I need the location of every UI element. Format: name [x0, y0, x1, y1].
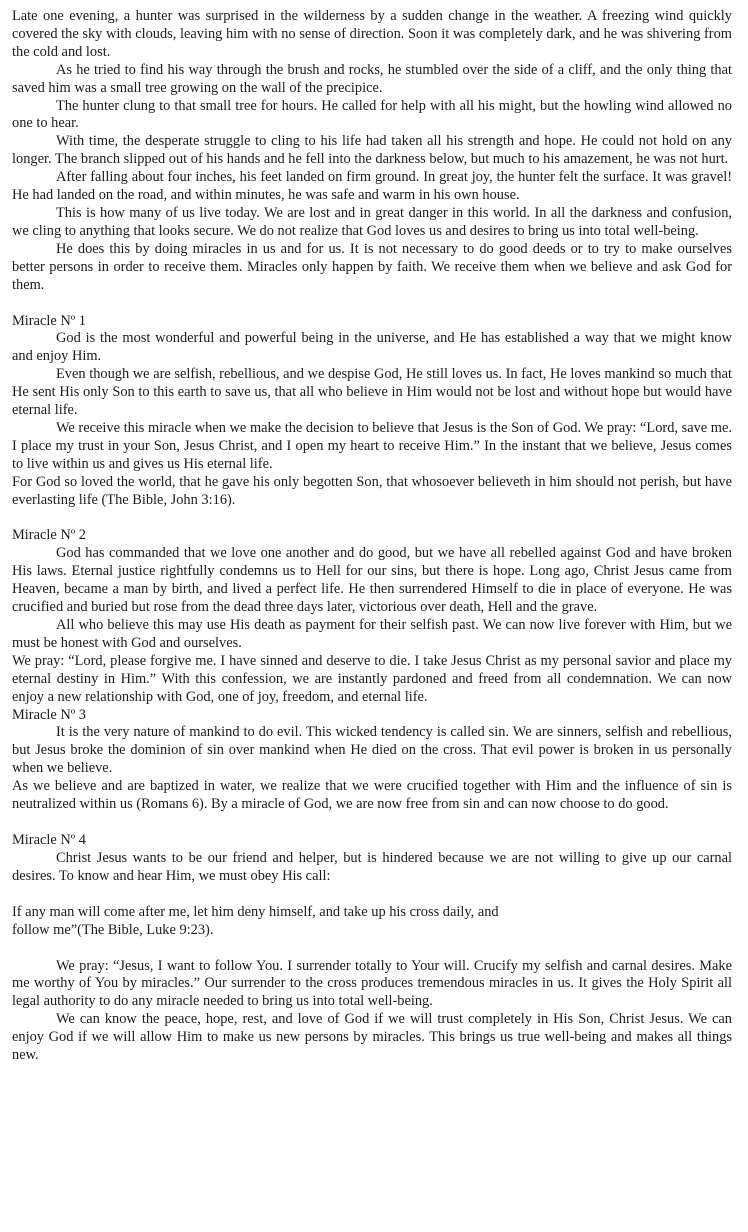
- intro-paragraph-4: With time, the desperate struggle to cling to his life had taken all his strength and hope. He could not hold on any longer. The branch slipped out of his hands and he fell into the darkness below, but much to his amazement, he was not hurt.: [12, 133, 732, 168]
- intro-paragraph-7: He does this by doing miracles in us and for us. It is not necessary to do good deeds or to try to make ourselves better persons in order to receive them. Miracles only happen by faith. We receive them when we believe and ask God for them.: [12, 240, 732, 293]
- quote-spacer: [12, 940, 732, 958]
- miracle-3-heading: Miracle Nº 3: [12, 706, 86, 723]
- miracle-1-heading: Miracle Nº 1: [12, 312, 86, 329]
- miracle-4-heading: Miracle Nº 4: [12, 831, 86, 848]
- miracle-1-paragraph-1: God is the most wonderful and powerful being in the universe, and He has established a way that we might know and enjoy Him.: [12, 330, 732, 365]
- miracle-3-paragraph-2: As we believe and are baptized in water, we realize that we were crucified together with Him and the influence of sin is neutralized within us (Romans 6). By a miracle of God, we are now free from sin and can now choose to do good.: [12, 778, 732, 813]
- section-spacer: [12, 295, 732, 313]
- intro-paragraph-3: The hunter clung to that small tree for hours. He called for help with all his might, but the howling wind allowed no one to hear.: [12, 97, 732, 132]
- miracle-3-paragraph-1: It is the very nature of mankind to do evil. This wicked tendency is called sin. We are sinners, selfish and rebellious, but Jesus broke the dominion of sin over mankind when He died on the cross. That evil power is broken in us personally when we believe.: [12, 724, 732, 777]
- miracle-4-paragraph-1: Christ Jesus wants to be our friend and helper, but is hindered because we are not willing to give up our carnal desires. To know and hear Him, we must obey His call:: [12, 849, 732, 884]
- miracle-2-prayer: We pray: “Lord, please forgive me. I have sinned and deserve to die. I take Jesus Christ as my personal savior and place my eternal destiny in Him.” With this confession, we are instantly pardoned and freed from all condemnation. We can now enjoy a new relationship with God, one of joy, freedom, and eternal life.: [12, 652, 732, 705]
- intro-paragraph-2: As he tried to find his way through the brush and rocks, he stumbled over the side of a cliff, and the only thing that saved him was a small tree growing on the wall of the precipice.: [12, 61, 732, 96]
- intro-paragraph-5: After falling about four inches, his feet landed on firm ground. In great joy, the hunter felt the surface. It was gravel! He had landed on the road, and within minutes, he was safe and warm in his own house.: [12, 169, 732, 204]
- miracle-4-closing: We can know the peace, hope, rest, and love of God if we will trust completely in His Son, Christ Jesus. We can enjoy God if we will allow Him to make us new persons by miracles. This brings us true well-being and makes all things new.: [12, 1011, 732, 1064]
- intro-paragraph-1: Late one evening, a hunter was surprised in the wilderness by a sudden change in the weather. A freezing wind quickly covered the sky with clouds, leaving him with no sense of direction. Soon it was completely dark, and he was shivering from the cold and lost.: [12, 8, 732, 60]
- miracle-2-paragraph-1: God has commanded that we love one another and do good, but we have all rebelled against God and have broken His laws. Eternal justice rightfully condemns us to Hell for our sins, but there is hope. Long ago, Christ Jesus came from Heaven, became a man by birth, and lived a perfect life. He then surrendered Himself to die in place of everyone. He was crucified and buried but rose from the dead three days later, victorious over death, Hell and the grave.: [12, 545, 732, 616]
- quote-spacer: [12, 886, 732, 904]
- miracle-4-quote-line-1: If any man will come after me, let him deny himself, and take up his cross daily, and: [12, 903, 499, 920]
- document-page: [12, 8, 732, 1065]
- miracle-1-paragraph-2: Even though we are selfish, rebellious, and we despise God, He still loves us. In fact, He loves mankind so much that He sent His only Son to this earth to save us, that all who believe in Him would not be lost and without hope but would have eternal life.: [12, 366, 732, 419]
- miracle-4-prayer: We pray: “Jesus, I want to follow You. I surrender totally to Your will. Crucify my selfish and carnal desires. Make me worthy of You by miracles.” Our surrender to the cross produces tremendous miracles in us. It gives the Holy Spirit all legal authority to do any miracle needed to bring us into total well-being.: [12, 957, 732, 1010]
- miracle-1-paragraph-3: We receive this miracle when we make the decision to believe that Jesus is the Son of God. We pray: “Lord, save me. I place my trust in your Son, Jesus Christ, and I open my heart to receive Him.” In the instant that we believe, Jesus comes to live within us and gives us His eternal life.: [12, 419, 732, 472]
- miracle-2-heading: Miracle Nº 2: [12, 527, 86, 544]
- miracle-2-paragraph-2: All who believe this may use His death as payment for their selfish past. We can now live forever with Him, but we must be honest with God and ourselves.: [12, 617, 732, 651]
- miracle-1-scripture: For God so loved the world, that he gave his only begotten Son, that whosoever believeth in him should not perish, but have everlasting life (The Bible, John 3:16).: [12, 473, 732, 508]
- intro-paragraph-6: This is how many of us live today. We are lost and in great danger in this world. In all the darkness and confusion, we cling to anything that looks secure. We do not realize that God loves us and desires to bring us into total well-being.: [12, 204, 732, 239]
- miracle-4-quote-line-2: follow me”(The Bible, Luke 9:23).: [12, 921, 214, 938]
- section-spacer: [12, 814, 732, 832]
- section-spacer: [12, 509, 732, 527]
